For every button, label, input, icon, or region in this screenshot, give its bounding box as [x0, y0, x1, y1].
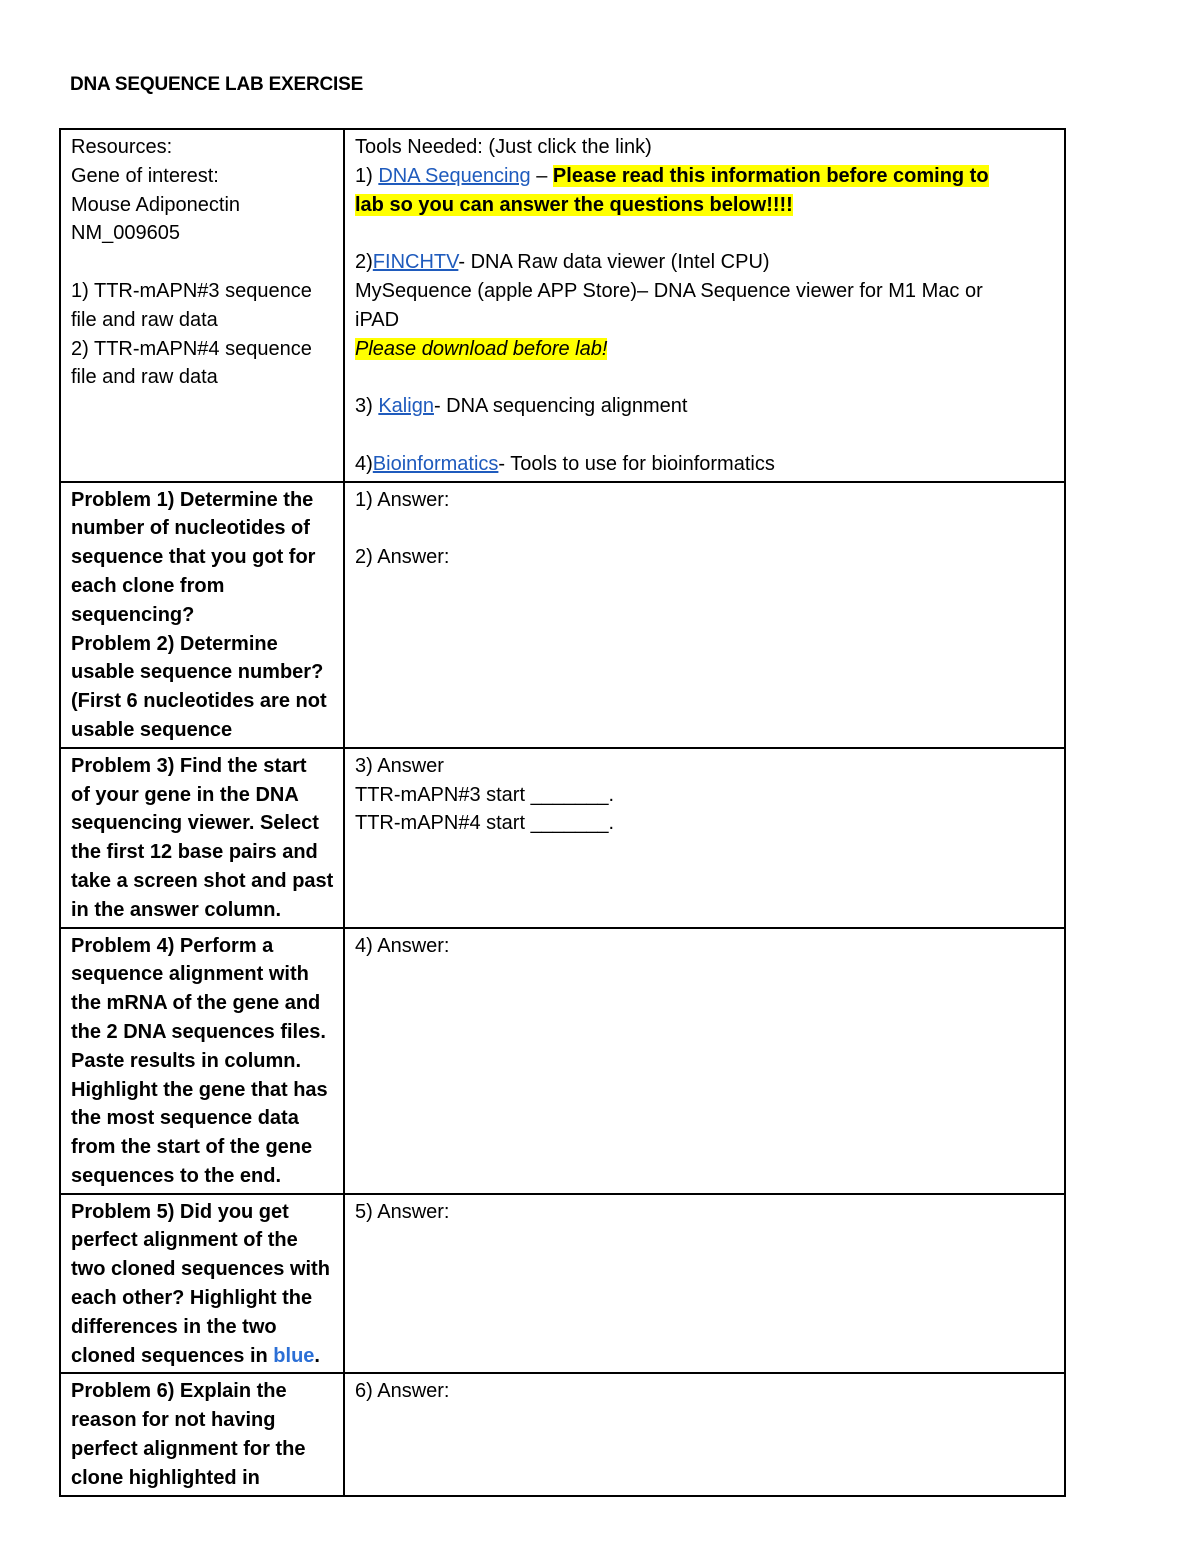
problem-1-2-cell: Problem 1) Determine the number of nucleotides of sequence that you got for each clone from sequencing? Problem 2) Determine usable sequence number? (First 6 nucleotides are not usable sequence — [60, 482, 344, 748]
answer-6-cell[interactable] — [344, 1373, 1065, 1495]
tools-heading: Tools Needed: (Just click the link) — [355, 136, 652, 158]
resources-cell — [60, 129, 344, 482]
answer-3-label: 3) Answer — [355, 754, 444, 777]
finchtv-link[interactable]: FINCHTV — [372, 251, 459, 274]
lab-table — [59, 128, 1066, 1497]
tool-3: 3) Kalign- DNA sequencing alignment — [355, 395, 688, 418]
download-before-lab-note: Please download before lab! — [355, 337, 608, 360]
blue-word: blue — [273, 1344, 315, 1367]
answer-6-label: 6) Answer: — [355, 1380, 450, 1403]
table-row-problem-6 — [60, 1373, 1065, 1495]
problem-4-cell: Problem 4) Perform a sequence alignment with the mRNA of the gene and the 2 DNA sequences files. Paste results in column. Highlight the gene that has the most sequence data from the start of the gene sequences to the end. — [60, 928, 344, 1194]
problem-5-cell: Problem 5) Did you get perfect alignment of the two cloned sequences with each other? Highlight the differences in the two cloned sequences in blue. — [60, 1194, 344, 1374]
answer-3-mapn3-start: TTR-mAPN#3 start _______. — [355, 783, 614, 806]
table-row-problem-1-2 — [60, 482, 1065, 748]
table-row-problem-4 — [60, 928, 1065, 1194]
problem-3-cell: Problem 3) Find the start of your gene in the DNA sequencing viewer. Select the first 12 base pairs and take a screen shot and past in the answer column. — [60, 748, 344, 928]
gene-name: Mouse Adiponectin — [71, 193, 241, 216]
answer-5-cell[interactable] — [344, 1194, 1065, 1374]
resources-heading: Resources: — [71, 136, 173, 158]
answer-2-label: 2) Answer: — [355, 546, 450, 569]
table-row-problem-5 — [60, 1194, 1065, 1374]
table-row-problem-3 — [60, 748, 1065, 928]
resource-file-1: 1) TTR-mAPN#3 sequence — [71, 279, 312, 302]
problem-6-cell: Problem 6) Explain the reason for not having perfect alignment for the clone highlighted in — [60, 1373, 344, 1495]
gene-label: Gene of interest: — [71, 164, 219, 187]
dna-sequencing-link[interactable]: DNA Sequencing — [378, 164, 531, 187]
answer-3-mapn4-start: TTR-mAPN#4 start _______. — [355, 812, 614, 835]
answer-4-cell[interactable] — [344, 928, 1065, 1194]
answer-3-cell[interactable] — [344, 748, 1065, 928]
tool-mysequence-cont: iPAD — [355, 308, 400, 331]
tools-cell — [344, 129, 1065, 482]
tool-4: 4)Bioinformatics- Tools to use for bioinformatics — [355, 452, 775, 475]
resource-file-2-cont: file and raw data — [71, 366, 218, 389]
bioinformatics-link[interactable]: Bioinformatics — [372, 452, 499, 475]
document-title: DNA SEQUENCE LAB EXERCISE — [70, 74, 364, 95]
answer-1-label: 1) Answer: — [355, 488, 450, 511]
gene-id: NM_009605 — [71, 222, 180, 245]
answer-5-label: 5) Answer: — [355, 1200, 450, 1223]
tool-2: 2)FINCHTV- DNA Raw data viewer (Intel CPU) — [355, 251, 770, 274]
resource-file-2: 2) TTR-mAPN#4 sequence — [71, 337, 312, 360]
read-before-lab-note: Please read this information before coming to — [552, 164, 989, 187]
kalign-link[interactable]: Kalign — [378, 395, 434, 418]
read-before-lab-note-cont: lab so you can answer the questions below!!!! — [355, 193, 793, 216]
resource-file-1-cont: file and raw data — [71, 308, 218, 331]
table-row-resources — [60, 129, 1065, 482]
answer-1-2-cell[interactable] — [344, 482, 1065, 748]
tool-1: 1) DNA Sequencing – Please read this information before coming to — [355, 164, 989, 187]
tool-mysequence: MySequence (apple APP Store)– DNA Sequence viewer for M1 Mac or — [355, 279, 983, 302]
answer-4-label: 4) Answer: — [355, 934, 450, 957]
